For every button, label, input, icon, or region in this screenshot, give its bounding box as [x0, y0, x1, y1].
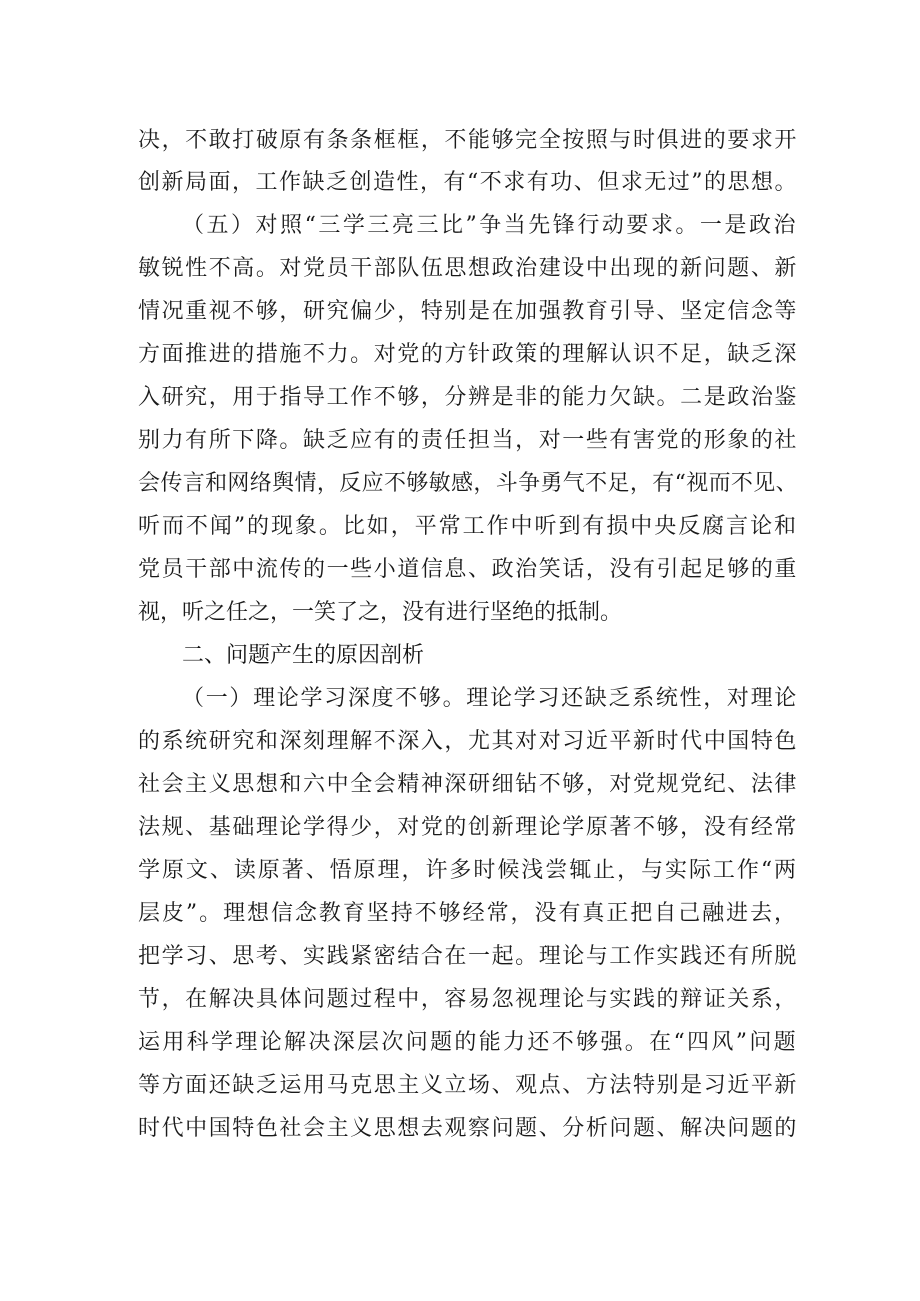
text-line: 层皮”。理想信念教育坚持不够经常，没有真正把自己融进去，: [138, 901, 798, 926]
text-line: 的系统研究和深刻理解不深入，尤其对对习近平新时代中国特色: [138, 729, 798, 754]
text-line: 创新局面，工作缺乏创造性，有“不求有功、但求无过”的思想。: [138, 170, 798, 195]
text-line: 节，在解决具体问题过程中，容易忽视理论与实践的辩证关系，: [138, 987, 798, 1012]
text-line: 决，不敢打破原有条条框框，不能够完全按照与时俱进的要求开: [138, 128, 798, 153]
text-line: 法规、基础理论学得少，对党的创新理论学原著不够，没有经常: [138, 815, 798, 840]
text-line: 别力有所下降。缺乏应有的责任担当，对一些有害党的形象的社: [138, 428, 798, 453]
text-line: 运用科学理论解决深层次问题的能力还不够强。在“四风”问题: [138, 1030, 798, 1055]
text-line: （一）理论学习深度不够。理论学习还缺乏系统性，对理论: [182, 686, 798, 711]
text-line: 敏锐性不高。对党员干部队伍思想政治建设中出现的新问题、新: [138, 256, 798, 281]
text-line: 学原文、读原著、悟原理，许多时候浅尝辄止，与实际工作“两: [138, 858, 798, 883]
text-line: 社会主义思想和六中全会精神深研细钻不够，对党规党纪、法律: [138, 772, 798, 797]
text-line: 入研究，用于指导工作不够，分辨是非的能力欠缺。二是政治鉴: [138, 385, 798, 410]
text-line: （五）对照“三学三亮三比”争当先锋行动要求。一是政治: [182, 213, 798, 238]
text-line: 时代中国特色社会主义思想去观察问题、分析问题、解决问题的: [138, 1116, 798, 1141]
text-line: 等方面还缺乏运用马克思主义立场、观点、方法特别是习近平新: [138, 1073, 798, 1098]
text-line: 方面推进的措施不力。对党的方针政策的理解认识不足，缺乏深: [138, 342, 798, 367]
text-line: 听而不闻”的现象。比如，平常工作中听到有损中央反腐言论和: [138, 514, 798, 539]
text-line: 视，听之任之，一笑了之，没有进行坚绝的抵制。: [138, 600, 623, 625]
text-line: 情况重视不够，研究偏少，特别是在加强教育引导、坚定信念等: [138, 299, 798, 324]
text-line: 党员干部中流传的一些小道信息、政治笑话，没有引起足够的重: [138, 557, 798, 582]
text-line: 会传言和网络舆情，反应不够敏感，斗争勇气不足，有“视而不见、: [138, 471, 798, 496]
text-line: 把学习、思考、实践紧密结合在一起。理论与工作实践还有所脱: [138, 944, 798, 969]
section-heading: 二、问题产生的原因剖析: [182, 643, 425, 668]
